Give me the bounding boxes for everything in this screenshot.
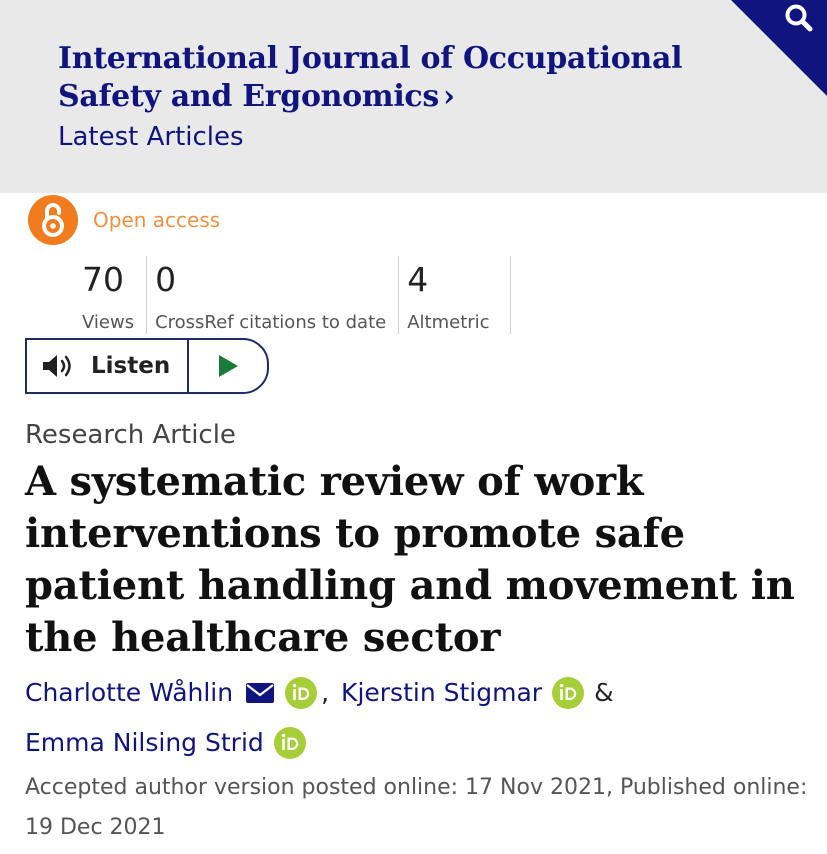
metric-label: Altmetric	[407, 312, 490, 333]
author-list	[25, 668, 815, 768]
metric-label: Views	[82, 312, 135, 333]
metric-divider	[398, 256, 399, 334]
dates-line: 19 Dec 2021	[25, 815, 166, 840]
metric-value: 70	[82, 260, 124, 299]
metric-views	[82, 256, 142, 334]
article-type: Research Article	[25, 420, 236, 450]
dates-line: Accepted author version posted online: 17 Nov 2021, Published online:	[25, 775, 808, 800]
metric-divider	[510, 256, 511, 334]
article-title-line: patient handling and movement in	[25, 562, 795, 609]
journal-header	[0, 0, 827, 193]
play-icon	[216, 353, 240, 379]
play-button[interactable]	[189, 340, 267, 392]
metric-value: 4	[407, 260, 429, 299]
article-metrics	[82, 256, 519, 334]
open-access-badge	[27, 194, 220, 246]
listen-button[interactable]	[27, 340, 189, 392]
article-title-line: interventions to promote safe	[25, 510, 685, 557]
journal-title-line2[interactable]: Safety and Ergonomics	[58, 79, 439, 114]
search-icon[interactable]	[783, 2, 815, 34]
chevron-right-icon: ›	[442, 79, 455, 114]
author-link[interactable]: Kjerstin Stigmar	[341, 678, 543, 707]
orcid-icon[interactable]	[274, 727, 306, 759]
listen-control	[25, 338, 269, 394]
journal-title-link[interactable]	[58, 40, 738, 116]
orcid-icon[interactable]	[285, 677, 317, 709]
search-corner[interactable]	[731, 0, 827, 96]
article-title	[25, 456, 815, 664]
journal-title-line1[interactable]: International Journal of Occupational	[58, 41, 683, 76]
speaker-icon	[41, 352, 77, 380]
latest-articles-link[interactable]: Latest Articles	[58, 122, 244, 152]
metric-crossref	[155, 256, 394, 334]
article-title-line: the healthcare sector	[25, 614, 501, 661]
author-separator: &	[594, 678, 614, 707]
metric-divider	[146, 256, 147, 334]
author-separator: ,	[321, 678, 330, 707]
author-link[interactable]: Emma Nilsing Strid	[25, 728, 264, 757]
listen-label: Listen	[91, 353, 171, 379]
metric-label: CrossRef citations to date	[155, 312, 387, 333]
envelope-icon[interactable]	[245, 682, 275, 704]
metric-value: 0	[155, 260, 177, 299]
open-access-icon	[27, 194, 79, 246]
article-title-line: A systematic review of work	[25, 458, 644, 505]
metric-altmetric[interactable]	[407, 256, 497, 334]
author-link[interactable]: Charlotte Wåhlin	[25, 678, 234, 707]
publication-dates	[25, 768, 820, 848]
orcid-icon[interactable]	[552, 677, 584, 709]
open-access-label: Open access	[93, 208, 221, 232]
